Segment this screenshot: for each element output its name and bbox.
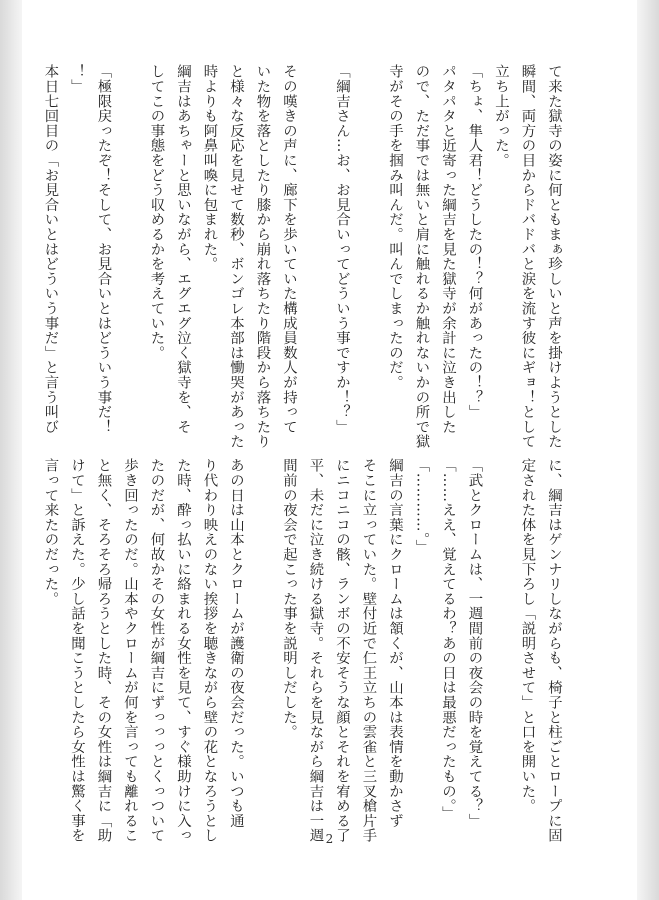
page-frame-right (637, 0, 659, 900)
text-block-top: て来た獄寺の姿に何ともまぁ珍しいと声を掛けようとした 瞬間、両方の目からドバドバと涙を流す彼にギョ！として 立ち上がった。 「ちょ、隼人君！どうしたの！？何があったの！？」 パタパタと近寄った綱吉を見た獄寺が余計に泣き出した ので、ただ事では無いと肩に触れるか触れないかの所で獄 寺がその手を掴み叫んだ。叫んでしまったのだ。 「綱吉さん…お、お見合いってどういう事ですか！？」 その嘆きの声に、廊下を歩いていた構成員数人が持って いた物を落としたり膝から崩れ落ちたり階段から落ちたり と様々な反応を見せて数秒、ボンゴレ本部は慟哭があった 時よりも阿鼻叫喚に包まれた。 綱吉はあちゃーと思いながら、エグエグ泣く獄寺を、そ してこの事態をどう収めるかを考えていた。 「極限戻ったぞ！そして、お見合いとはどういう事だ！ ！」 本日七回目の「お見合いとはどういう事だ」と言う叫び (42, 64, 562, 449)
page-number: 2 (325, 832, 334, 846)
page-frame-left (0, 0, 22, 900)
text-block-bottom: に、綱吉はゲンナリしながらも、椅子と柱ごとロープに固 定された体を見下ろし「説明させて」と口を開いた。 「武とクロームは、一週間前の夜会の時を覚えてる？」 「……ええ、覚えてるわ？あの日は最悪だったもの。」 「…………。」 綱吉の言葉にクロームは頷くが、山本は表情を動かさず そこに立っていた。壁付近で仁王立ちの雲雀と三叉槍片手 にニコニコの骸、ランボの不安そうな顔とそれを宥める了 平、未だに泣き続ける獄寺。それらを見ながら綱吉は一週 間前の夜会で起こった事を説明しだした。 あの日は山本とクロームが護衛の夜会だった。いつも通 り代わり映えのない挨拶を聴きながら壁の花となろうとし た時、酔っ払いに絡まれる女性を見て、すぐ様助けに入っ たのだが、何故かその女性が綱吉にずっっっとくっついて 歩き回ったのだ。山本やクロームが何を言っても離れるこ と無く、そろそろ帰ろうとした時、その女性は綱吉に「助 けて」と訴えた。少し話を聞こうとしたら女性は驚く事を 言って来たのだった。 (42, 458, 562, 843)
